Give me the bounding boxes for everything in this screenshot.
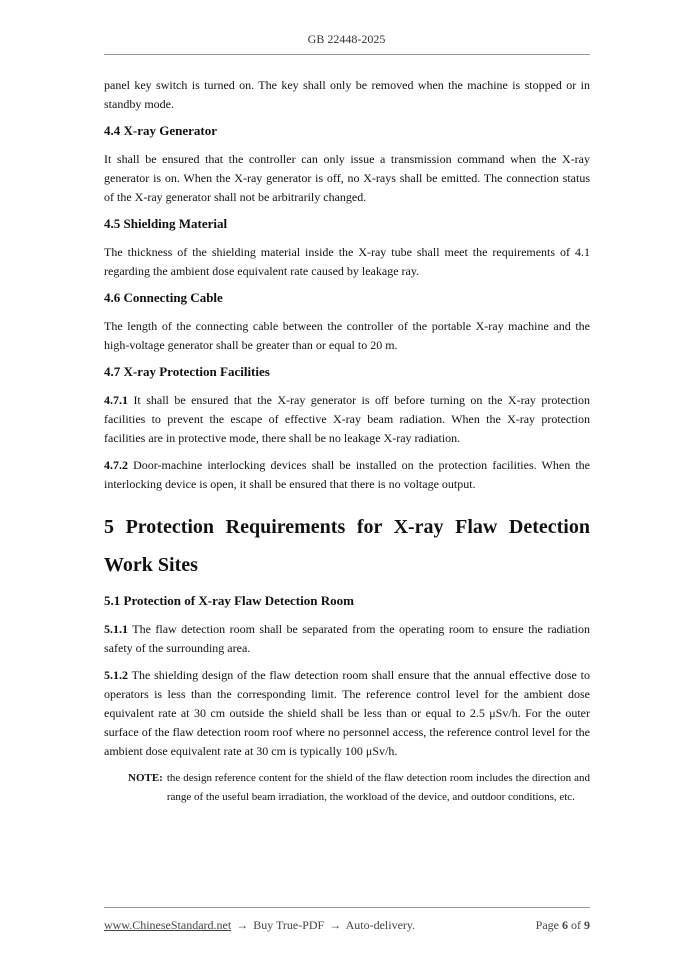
clause-5-1-1 bbox=[104, 620, 590, 658]
page-content bbox=[104, 76, 590, 807]
section-4-6-text: The length of the connecting cable between the controller of the portable X-ray machine and the high-voltage generator shall be greater than or equal to 20 m. bbox=[104, 319, 590, 352]
clause-4-7-2 bbox=[104, 456, 590, 494]
page-of-label: of bbox=[571, 918, 581, 932]
chapter-5-heading: 5 Protection Requirements for X-ray Flaw Detection Work Sites bbox=[104, 516, 590, 576]
page-footer bbox=[104, 918, 590, 933]
clause-4-7-2-number: 4.7.2 bbox=[104, 458, 128, 472]
clause-5-1-1-text: The flaw detection room shall be separated from the operating room to ensure the radiation safety of the surrounding area. bbox=[104, 622, 590, 655]
clause-5-1-2-number: 5.1.2 bbox=[104, 668, 128, 682]
page-label: Page bbox=[535, 918, 559, 932]
note-label: NOTE: bbox=[128, 772, 163, 784]
section-4-5-text: The thickness of the shielding material inside the X-ray tube shall meet the requirements of 4.1 regarding the ambient dose equivalent rate caused by leakage ray. bbox=[104, 245, 590, 278]
note-block bbox=[128, 769, 590, 807]
section-5-1-heading: 5.1 Protection of X-ray Flaw Detection Room bbox=[104, 593, 354, 608]
section-4-6-heading: 4.6 Connecting Cable bbox=[104, 290, 223, 305]
footer-links bbox=[104, 918, 415, 933]
clause-5-1-2 bbox=[104, 666, 590, 761]
clause-4-7-1 bbox=[104, 391, 590, 448]
arrow-right-icon: → bbox=[236, 918, 249, 932]
page-indicator bbox=[536, 918, 590, 933]
note-text: the design reference content for the shield of the flaw detection room includes the direction and range of the useful beam irradiation, the workload of the device, and outdoor conditions, etc. bbox=[166, 772, 590, 803]
auto-delivery-text: Auto-delivery. bbox=[345, 918, 416, 932]
chinesestandard-link[interactable]: www.ChineseStandard.net bbox=[104, 918, 232, 932]
clause-4-7-1-number: 4.7.1 bbox=[104, 393, 128, 407]
buy-true-pdf-text: Buy True-PDF bbox=[253, 918, 325, 932]
arrow-right-icon: → bbox=[329, 918, 342, 932]
page-total: 9 bbox=[584, 918, 590, 932]
clause-5-1-1-number: 5.1.1 bbox=[104, 622, 128, 636]
clause-5-1-2-text: The shielding design of the flaw detection room shall ensure that the annual effective dose to operators is less than the corresponding limit. The reference control level for the ambient dose equivalent rate at 30 cm outside the shield shall be less than or equal to 2.5 μSv/h. For the outer surface of the flaw detection room roof where no personnel access, the reference control level for the ambient dose equivalent rate at 30 cm is typically 100 μSv/h. bbox=[104, 668, 590, 758]
section-4-5-heading: 4.5 Shielding Material bbox=[104, 216, 228, 231]
header-divider bbox=[104, 54, 590, 55]
section-4-4-heading: 4.4 X-ray Generator bbox=[104, 123, 217, 138]
header-doc-id: GB 22448-2025 bbox=[307, 32, 386, 46]
section-4-4-text: It shall be ensured that the controller can only issue a transmission command when the X-ray generator is on. When the X-ray generator is off, no X-rays shall be emitted. The connection status of the X-ray generator shall not be arbitrarily changed. bbox=[104, 152, 590, 204]
footer-divider bbox=[104, 907, 590, 908]
clause-4-7-1-text: It shall be ensured that the X-ray generator is off before turning on the X-ray protection facilities to prevent the escape of effective X-ray beam radiation. When the X-ray protection facilities are in protective mode, there shall be no leakage X-ray radiation. bbox=[104, 393, 590, 445]
clause-4-7-2-text: Door-machine interlocking devices shall be installed on the protection facilities. When the interlocking device is open, it shall be ensured that there is no voltage output. bbox=[104, 458, 590, 491]
section-4-7-heading: 4.7 X-ray Protection Facilities bbox=[104, 364, 270, 379]
intro-paragraph: panel key switch is turned on. The key shall only be removed when the machine is stopped or in standby mode. bbox=[104, 78, 590, 111]
page-current: 6 bbox=[562, 918, 568, 932]
